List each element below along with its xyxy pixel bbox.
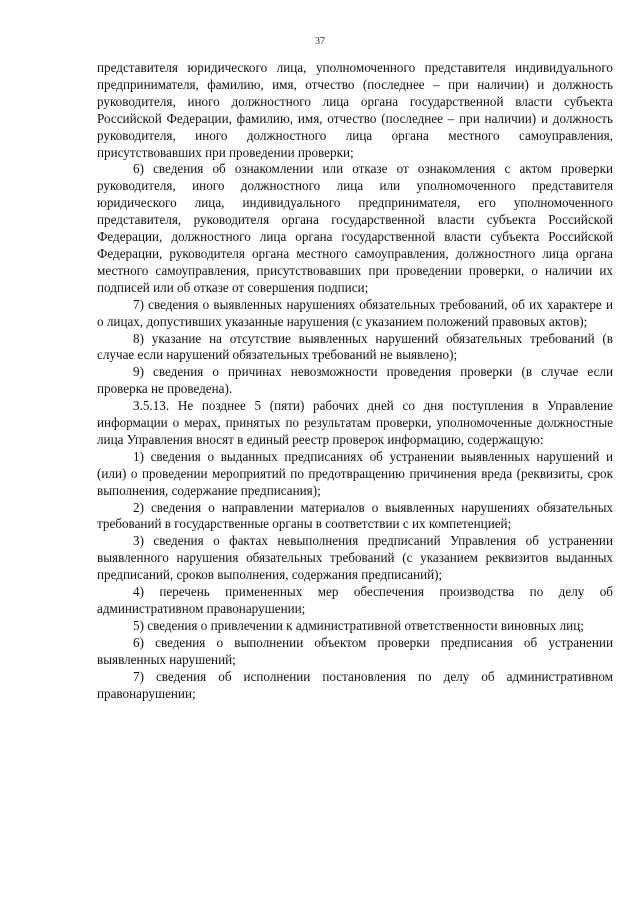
paragraph: 1) сведения о выданных предписаниях об устранении выявленных нарушений и (или) о проведении мероприятий по предотвращению причинения вреда (реквизиты, срок выполнения, содержание предписания); — [97, 448, 613, 498]
paragraph: 3.5.13. Не позднее 5 (пяти) рабочих дней со дня поступления в Управление информации о мерах, принятых по результатам проверки, уполномоченные должностные лица Управления вносят в единый реестр проверок информацию, содержащую: — [97, 398, 613, 447]
paragraph: 5) сведения о привлечении к административной ответственности виновных лиц; — [133, 617, 584, 633]
paragraph: 4) перечень примененных мер обеспечения производства по делу об административном правонарушении; — [97, 584, 613, 616]
page-number: 37 — [315, 36, 325, 47]
paragraph: 2) сведения о направлении материалов о выявленных нарушениях обязательных требований в государственные органы в соответствии с их компетенцией; — [97, 499, 613, 532]
paragraph: 6) сведения об ознакомлении или отказе от ознакомления с актом проверки руководителя, иного должностного лица или уполномоченного представителя юридического лица, индивидуального предпринимателя, его уполномоченного представителя, руководителя органа государственной власти субъекта Российской Федерации, должностного лица органа государственной власти субъекта Российской Федерации, руководителя органа местного самоуправления, должностного лица органа местного самоуправления, присутствовавших при проведении проверки, о наличии их подписей или об отказе от совершения подписи; — [97, 161, 613, 295]
paragraph: 3) сведения о фактах невыполнения предписаний Управления об устранении выявленного нарушения обязательных требований (с указанием реквизитов выданных предписаний, сроков выполнения, содержания предписаний); — [97, 533, 613, 583]
paragraph: 9) сведения о причинах невозможности проведения проверки (в случае если проверка не проведена). — [97, 364, 613, 397]
document-body — [97, 60, 613, 702]
paragraph: 6) сведения о выполнении объектом проверки предписания об устранении выявленных нарушений; — [97, 634, 613, 667]
paragraph: 8) указание на отсутствие выявленных нарушений обязательных требований (в случае если нарушений обязательных требований не выявлено); — [97, 330, 613, 363]
paragraph: представителя юридического лица, уполномоченного представителя индивидуального предпринимателя, фамилию, имя, отчество (последнее – при наличии) и должность руководителя, иного должностного лица органа государственной власти субъекта Российской Федерации, фамилию, имя, отчество (последнее – при наличии) и должность руководителя, иного должностного лица органа местного самоуправления, присутствовавших при проведении проверки; — [97, 60, 613, 160]
paragraph: 7) сведения о выявленных нарушениях обязательных требований, об их характере и о лицах, допустивших указанные нарушения (с указанием положений правовых актов); — [97, 296, 613, 329]
paragraph: 7) сведения об исполнении постановления по делу об административном правонарушении; — [97, 668, 613, 701]
